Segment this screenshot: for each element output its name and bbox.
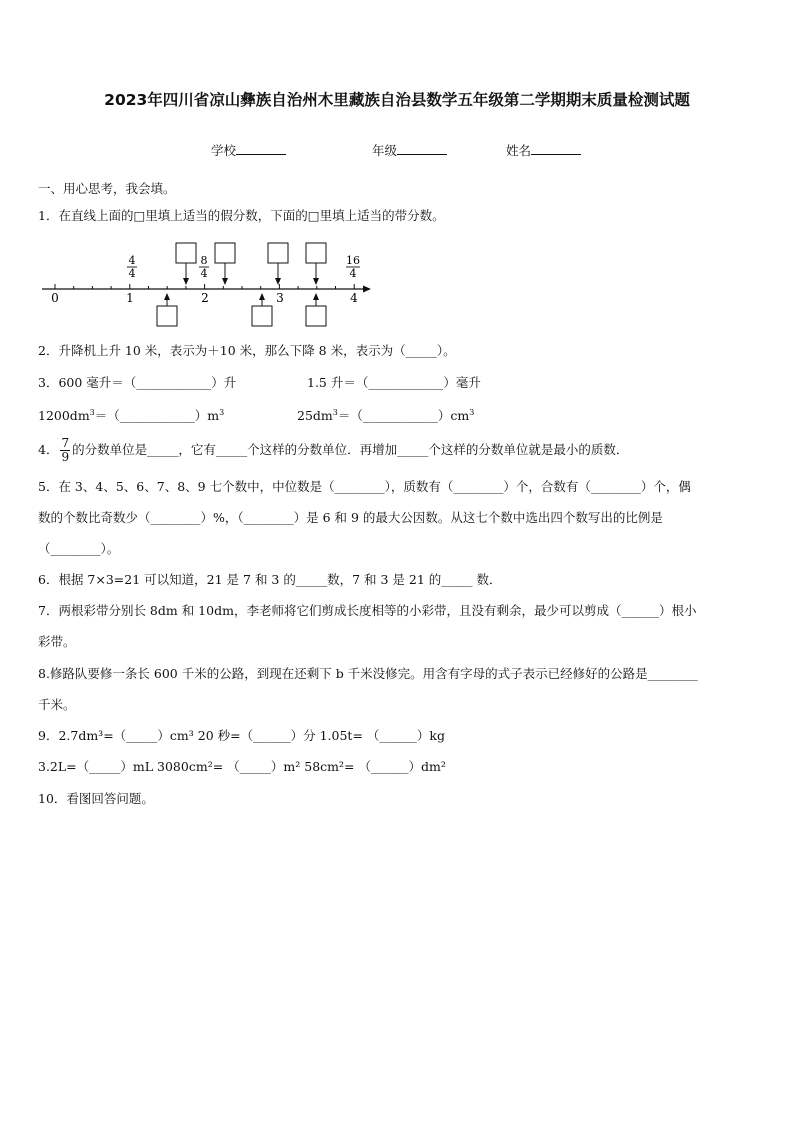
- answer-box-top-1: [176, 243, 196, 263]
- answer-box-top-2: [215, 243, 235, 263]
- fraction-4-4-den: 4: [128, 267, 136, 280]
- school-blank[interactable]: [236, 142, 286, 155]
- question-5-line-3: （________）。: [38, 541, 120, 556]
- minor-ticks: [55, 284, 354, 289]
- fraction-16-4-den: 4: [349, 267, 357, 280]
- superscript: 3: [332, 408, 338, 417]
- question-3d: [297, 405, 474, 424]
- name-blank[interactable]: [531, 142, 581, 155]
- superscript: 3: [89, 408, 95, 417]
- answer-box-top-3: [268, 243, 288, 263]
- grade-blank[interactable]: [397, 142, 447, 155]
- arrowhead: [313, 293, 319, 300]
- number-line-figure: [38, 238, 378, 330]
- name-field[interactable]: [506, 141, 581, 159]
- school-field[interactable]: [211, 141, 286, 159]
- q3c-prefix: 1200dm: [38, 408, 90, 424]
- question-3b: 1.5 升＝（____________）毫升: [307, 375, 481, 390]
- fraction-16-4-num: 16: [346, 254, 360, 267]
- tick-label-3: 3: [276, 291, 284, 305]
- fraction-4-4-num: 4: [128, 254, 136, 267]
- question-7-line-1: 7．两根彩带分别长 8dm 和 10dm，李老师将它们剪成长度相等的小彩带，且没有剩余，最少可以剪成（______）根小: [38, 603, 697, 618]
- q4-text: 的分数单位是_____，它有_____个这样的分数单位．再增加_____个这样的分数单位就是最小的质数．: [72, 442, 629, 457]
- answer-box-bottom-1: [157, 306, 177, 326]
- question-9-line-2: 3.2L=（_____）mL 3080cm²= （_____）m² 58cm²= （______）dm²: [38, 759, 446, 774]
- question-7-line-2: 彩带。: [38, 634, 76, 649]
- question-10: 10．看图回答问题。: [38, 791, 154, 806]
- tick-label-0: 0: [51, 291, 59, 305]
- fraction-denominator: 9: [61, 450, 70, 464]
- fraction-numerator: 7: [61, 436, 70, 450]
- question-9-line-1: 9．2.7dm³=（_____）cm³ 20 秒=（______）分 1.05t= （______）kg: [38, 728, 445, 743]
- question-6: 6．根据 7×3=21 可以知道，21 是 7 和 3 的_____数，7 和 3 是 21 的_____ 数．: [38, 572, 502, 587]
- answer-box-bottom-3: [306, 306, 326, 326]
- question-3c: [38, 405, 224, 424]
- question-1: 1．在直线上面的□里填上适当的假分数，下面的□里填上适当的带分数。: [38, 208, 445, 223]
- section-heading: 一、用心思考，我会填。: [38, 181, 176, 196]
- q3c-suffix: ＝（____________）m: [94, 408, 220, 424]
- q3d-suffix: ＝（____________）cm: [337, 408, 470, 424]
- grade-label: 年级: [372, 143, 398, 158]
- question-5-line-1: 5．在 3、4、5、6、7、8、9 七个数中，中位数是（________），质数有（________）个，合数有（________）个，偶: [38, 479, 691, 494]
- question-2: 2．升降机上升 10 米，表示为＋10 米，那么下降 8 米，表示为（_____）。: [38, 343, 456, 358]
- question-8-line-1: 8.修路队要修一条长 600 千米的公路，到现在还剩下 b 千米没修完。用含有字母的式子表示已经修好的公路是________: [38, 666, 698, 681]
- arrowhead: [164, 293, 170, 300]
- fraction-8-4-den: 4: [200, 267, 208, 280]
- school-label: 学校: [211, 143, 237, 158]
- name-label: 姓名: [506, 143, 532, 158]
- question-5-line-2: 数的个数比奇数少（________）%，（________）是 6 和 9 的最大公因数。从这七个数中选出四个数写出的比例是: [38, 510, 663, 525]
- fraction-7-9: [60, 437, 70, 464]
- arrowhead: [259, 293, 265, 300]
- question-8-line-2: 千米。: [38, 697, 76, 712]
- tick-label-2: 2: [201, 291, 209, 305]
- arrowhead: [313, 278, 319, 285]
- grade-field[interactable]: [372, 141, 447, 159]
- tick-label-1: 1: [126, 291, 134, 305]
- superscript: 3: [469, 408, 475, 417]
- superscript: 3: [219, 408, 225, 417]
- arrowhead: [222, 278, 228, 285]
- q4-number: 4．: [38, 442, 59, 457]
- answer-box-top-4: [306, 243, 326, 263]
- q3d-prefix: 25dm: [297, 408, 333, 424]
- fraction-8-4-num: 8: [200, 254, 208, 267]
- question-4: [38, 434, 628, 466]
- number-line-arrow: [363, 286, 371, 293]
- arrowhead: [275, 278, 281, 285]
- arrowhead: [183, 278, 189, 285]
- tick-label-4: 4: [350, 291, 358, 305]
- answer-box-bottom-2: [252, 306, 272, 326]
- page-title: 2023年四川省凉山彝族自治州木里藏族自治县数学五年级第二学期期末质量检测试题: [104, 91, 690, 109]
- question-3a: 3．600 毫升＝（____________）升: [38, 375, 237, 390]
